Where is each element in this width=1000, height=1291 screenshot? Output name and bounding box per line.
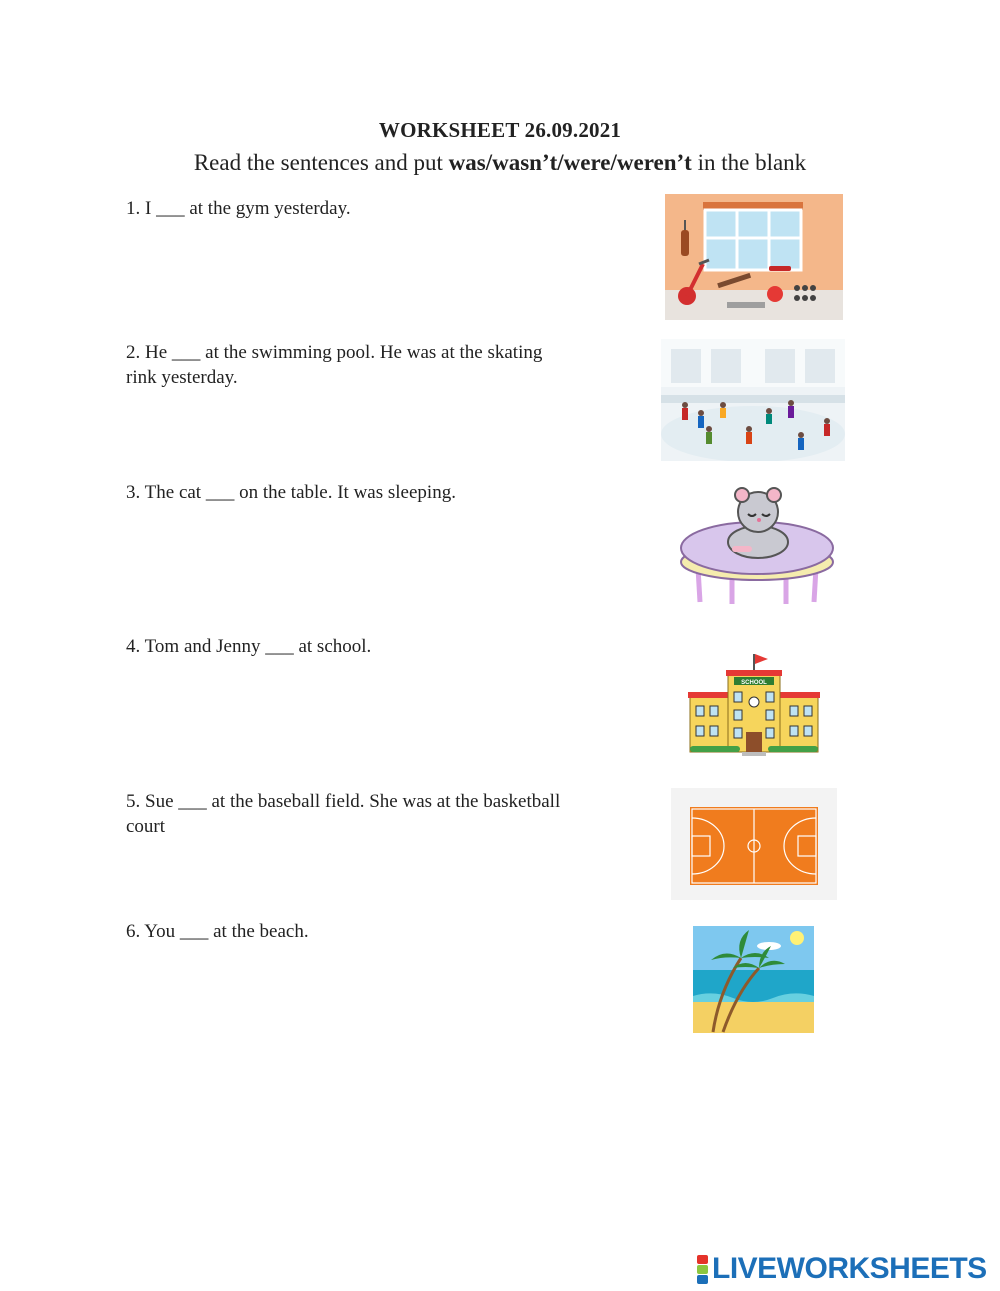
instruction-line xyxy=(0,150,1000,176)
question-1: 1. I ___ at the gym yesterday. xyxy=(126,198,351,219)
basketball-court-picture xyxy=(671,788,837,900)
logo-blocks-icon xyxy=(697,1255,708,1284)
question-5: 5. Sue ___ at the baseball field. She was at the basketball court xyxy=(126,791,561,837)
question-3: 3. The cat ___ on the table. It was sleeping. xyxy=(126,482,456,503)
gym-picture xyxy=(665,194,843,320)
question-2: 2. He ___ at the swimming pool. He was at the skating rink yesterday. xyxy=(126,342,543,388)
question-4: 4. Tom and Jenny ___ at school. xyxy=(126,636,372,657)
question-6: 6. You ___ at the beach. xyxy=(126,921,309,942)
school-sign-text: SCHOOL xyxy=(741,680,767,686)
liveworksheets-logo xyxy=(697,1253,987,1285)
logo-text: LIVEWORKSHEETS xyxy=(712,1252,987,1285)
instruction-verbs: was/wasn’t/were/weren’t xyxy=(448,150,692,175)
cat-on-table-picture xyxy=(676,484,838,606)
school-picture xyxy=(688,652,820,764)
skating-rink-picture xyxy=(661,339,845,461)
instruction-suffix: in the blank xyxy=(691,150,807,175)
beach-picture xyxy=(693,926,814,1033)
worksheet-title: WORKSHEET 26.09.2021 xyxy=(378,118,622,142)
instruction-prefix: Read the sentences and put xyxy=(193,150,449,175)
